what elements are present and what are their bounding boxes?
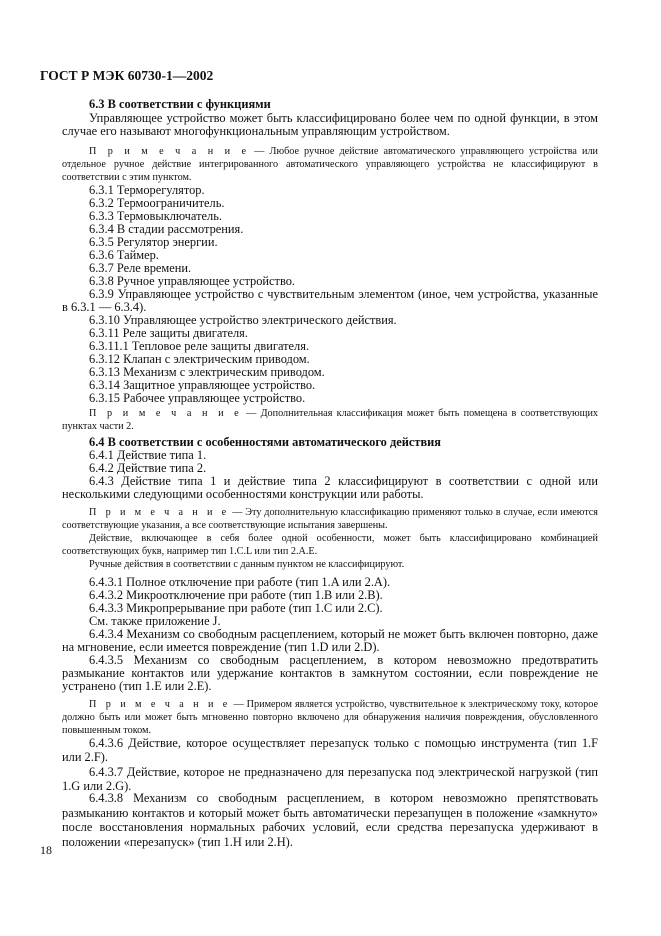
list-item: 6.3.6 Таймер. <box>89 248 159 262</box>
section-heading: 6.4 В соответствии с особенностями автоматического действия <box>89 435 442 449</box>
list-item: 6.3.4 В стадии рассмотрения. <box>89 222 244 236</box>
note-label: П р и м е ч а н и е <box>89 408 242 419</box>
note <box>62 145 598 184</box>
paragraph: Управляющее устройство может быть классифицировано более чем по одной функции, в этом случае его называют многофункциональным управляющим устройством. <box>62 111 598 139</box>
list-item: 6.4.3.6 Действие, которое осуществляет перезапуск только с помощью инструмента (тип 1.F или 2.F). <box>62 736 598 765</box>
list-item: 6.4.3.2 Микроотключение при работе (тип 1.B или 2.B). <box>89 588 383 602</box>
note <box>62 407 598 433</box>
note-label: П р и м е ч а н и е <box>89 507 230 518</box>
page-number: 18 <box>40 843 52 857</box>
note-text: — Примером является устройство, чувствительное к электрическому току, которое должно быть или может быть мгновенно повторно включено для обнаружения наличия повреждения, обусловленного повышенным током. <box>62 699 598 736</box>
list-item: 6.3.1 Терморегулятор. <box>89 183 205 197</box>
note-label: П р и м е ч а н и е <box>89 699 231 710</box>
note <box>62 698 598 737</box>
section-heading: 6.3 В соответствии с функциями <box>89 97 271 111</box>
list-item: 6.3.3 Термовыключатель. <box>89 209 222 223</box>
document-header: ГОСТ Р МЭК 60730-1—2002 <box>40 68 214 83</box>
list-item: 6.3.14 Защитное управляющее устройство. <box>89 378 316 392</box>
list-item: 6.4.3.1 Полное отключение при работе (тип 1.A или 2.A). <box>89 575 391 589</box>
list-item: 6.4.3.7 Действие, которое не предназначено для перезапуска под электрической нагрузкой (тип 1.G или 2.G). <box>62 765 598 794</box>
list-item: См. также приложение J. <box>89 614 221 628</box>
list-item: 6.3.11.1 Тепловое реле защиты двигателя. <box>89 339 310 353</box>
note-paragraph: Действие, включающее в себя более одной особенности, может быть классифицировано комбинацией соответствующих букв, например тип 1.C.L или тип 2.A.E. <box>62 533 598 557</box>
note-text: — Эту дополнительную классификацию применяют только в случае, если имеются соответствующие указания, а все соответствующие испытания завершены. <box>62 507 598 531</box>
list-item: 6.4.3.3 Микропрерывание при работе (тип 1.C или 2.C). <box>89 601 383 615</box>
list-item: 6.4.3.5 Механизм со свободным расцеплением, в котором невозможно предотвратить размыкание контактов или удержание контактов в замкнутом состоянии, если повреждение не устранено (тип 1.E или 2.E). <box>62 653 598 694</box>
list-item: 6.3.8 Ручное управляющее устройство. <box>89 274 296 288</box>
list-item: 6.4.3.8 Механизм со свободным расцеплением, в котором невозможно препятствовать размыканию контактов и который может быть автоматически перезапущен в положение «замкнуто» после восстановления нормальных рабочих условий, если средства перезапуска удерживают в положении «перезапуск» (тип 1.H или 2.H). <box>62 791 598 849</box>
note-text: — Дополнительная классификация может быть помещена в соответствующих пунктах части 2. <box>62 408 598 432</box>
list-item: 6.3.12 Клапан с электрическим приводом. <box>89 352 310 366</box>
list-item: 6.3.15 Рабочее управляющее устройство. <box>89 391 306 405</box>
list-item: 6.3.5 Регулятор энергии. <box>89 235 218 249</box>
list-item: 6.3.2 Термоограничитель. <box>89 196 225 210</box>
list-item: 6.4.1 Действие типа 1. <box>89 448 207 462</box>
note <box>62 506 598 532</box>
list-item: 6.3.11 Реле защиты двигателя. <box>89 326 248 340</box>
note-paragraph: Ручные действия в соответствии с данным пунктом не классифицируют. <box>89 559 405 570</box>
list-item: 6.3.9 Управляющее устройство с чувствительным элементом (иное, чем устройства, указанные в 6.3.1 — 6.3.4). <box>62 287 598 315</box>
note-text: — Любое ручное действие автоматического управляющего устройства или отдельное ручное действие интегрированного автоматического управляющего устройства не классифицируют в соответствии с этим пунктом. <box>62 146 598 183</box>
list-item: 6.4.3.4 Механизм со свободным расцеплением, который не может быть включен повторно, даже на мгновение, если имеется повреждение (тип 1.D или 2.D). <box>62 627 598 655</box>
list-item: 6.3.7 Реле времени. <box>89 261 192 275</box>
list-item: 6.3.10 Управляющее устройство электрического действия. <box>89 313 397 327</box>
list-item: 6.4.3 Действие типа 1 и действие типа 2 классифицируют в соответствии с одной или несколькими следующими особенностями конструкции или работы. <box>62 474 598 502</box>
list-item: 6.3.13 Механизм с электрическим приводом. <box>89 365 325 379</box>
note-label: П р и м е ч а н и е <box>89 146 250 157</box>
list-item: 6.4.2 Действие типа 2. <box>89 461 207 475</box>
